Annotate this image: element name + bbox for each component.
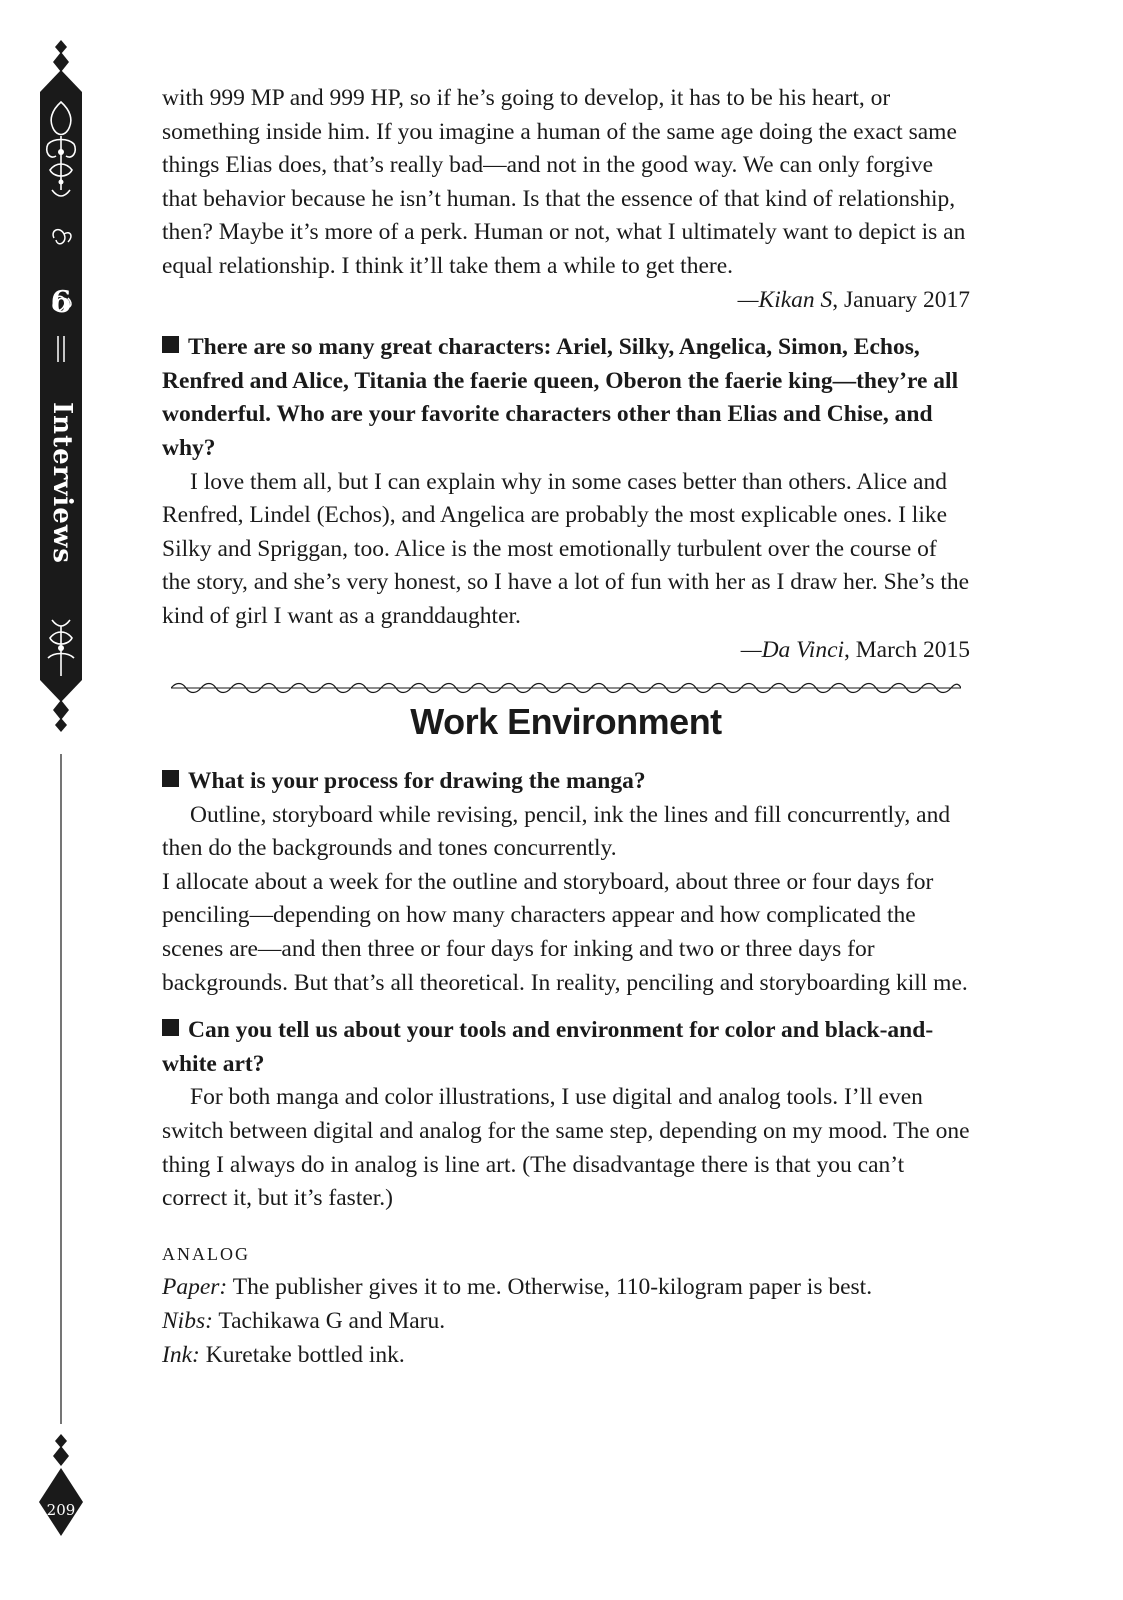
answer-drawing-process: Outline, storyboard while revising, pencil, ink the lines and fill concurrently, and then do the backgrounds and tones concurrently.: [162, 801, 951, 862]
chapter-number: 6: [50, 285, 72, 320]
tool-item-nibs: [162, 1305, 970, 1339]
section-label: Interviews: [47, 402, 77, 564]
question-favorite-characters: [162, 331, 970, 465]
answer-tools: For both manga and color illustrations, I use digital and analog tools. I’ll even switch between digital and analog for the same step, depending on my mood. The one thing I always do in analog is line art. (The disadvantage there is that you can’t correct it, but it’s faster.): [162, 1084, 970, 1212]
attribution-da-vinci: [162, 634, 970, 668]
question-text: Can you tell us about your tools and environment for color and black-and-white art?: [162, 1017, 934, 1077]
page-number: 209: [46, 1501, 76, 1519]
tool-item-paper: [162, 1271, 970, 1305]
question-tools: [162, 1014, 970, 1081]
page-body: [162, 82, 970, 1372]
tool-text: Tachikawa G and Maru.: [212, 1308, 446, 1334]
attribution-source: —Da Vinci: [740, 636, 845, 663]
question-square-icon: [162, 336, 179, 353]
tool-label: Paper:: [162, 1274, 228, 1301]
question-text: There are so many great characters: Ariel, Silky, Angelica, Simon, Echos, Renfred and Alice, Titania the faerie queen, Oberon the faerie king—they’re all wonderful. Who are your favorite characters other than Elias and Chise, and why?: [162, 334, 959, 461]
chapter-tab-ornament: [38, 40, 84, 1540]
chapter-tab: [38, 40, 84, 1540]
divider-ornament: [171, 681, 961, 695]
tool-text: Kuretake bottled ink.: [199, 1341, 405, 1368]
analog-subheading: ANALOG: [162, 1243, 250, 1264]
tool-text: The publisher gives it to me. Otherwise, 110-kilogram paper is best.: [227, 1274, 873, 1301]
question-text: What is your process for drawing the manga?: [188, 768, 646, 795]
attribution-kikan-s: [162, 284, 970, 318]
question-square-icon: [162, 770, 179, 787]
tool-label: Ink:: [162, 1341, 200, 1368]
attribution-source: —Kikan S: [737, 286, 833, 313]
section-heading: Work Environment: [410, 701, 722, 743]
answer-drawing-process-continued: I allocate about a week for the outline and storyboard, about three or four days for penciling—depending on how many characters appear and how complicated the scenes are—and then three or four days for inking and two or three days for backgrounds. But that’s all theoretical. In reality, penciling and storyboarding kill me.: [162, 868, 968, 996]
answer-favorite-characters: I love them all, but I can explain why in some cases better than others. Alice and Renfred, Lindel (Echos), and Angelica are probably the most explicable ones. I like Silky and Spriggan, too. Alice is the most emotionally turbulent over the course of the story, and she’s very honest, so I have a lot of fun with her as I draw her. She’s the kind of girl I want as a granddaughter.: [162, 468, 970, 629]
tool-item-ink: [162, 1339, 970, 1373]
ornamental-divider: [162, 681, 970, 695]
attribution-date: , January 2017: [832, 286, 970, 313]
interview-answer-continued: with 999 MP and 999 HP, so if he’s going to develop, it has to be his heart, or something inside him. If you imagine a human of the same age doing the exact same things Elias does, that’s really bad—and not in the good way. We can only forgive that behavior because he isn’t human. Is that the essence of that kind of relationship, then? Maybe it’s more of a perk. Human or not, what I ultimately want to depict is an equal relationship. I think it’ll take them a while to get there.: [162, 85, 966, 279]
question-square-icon: [162, 1019, 179, 1036]
tool-label: Nibs:: [162, 1308, 213, 1334]
question-drawing-process: [162, 765, 970, 799]
attribution-date: , March 2015: [844, 636, 970, 663]
